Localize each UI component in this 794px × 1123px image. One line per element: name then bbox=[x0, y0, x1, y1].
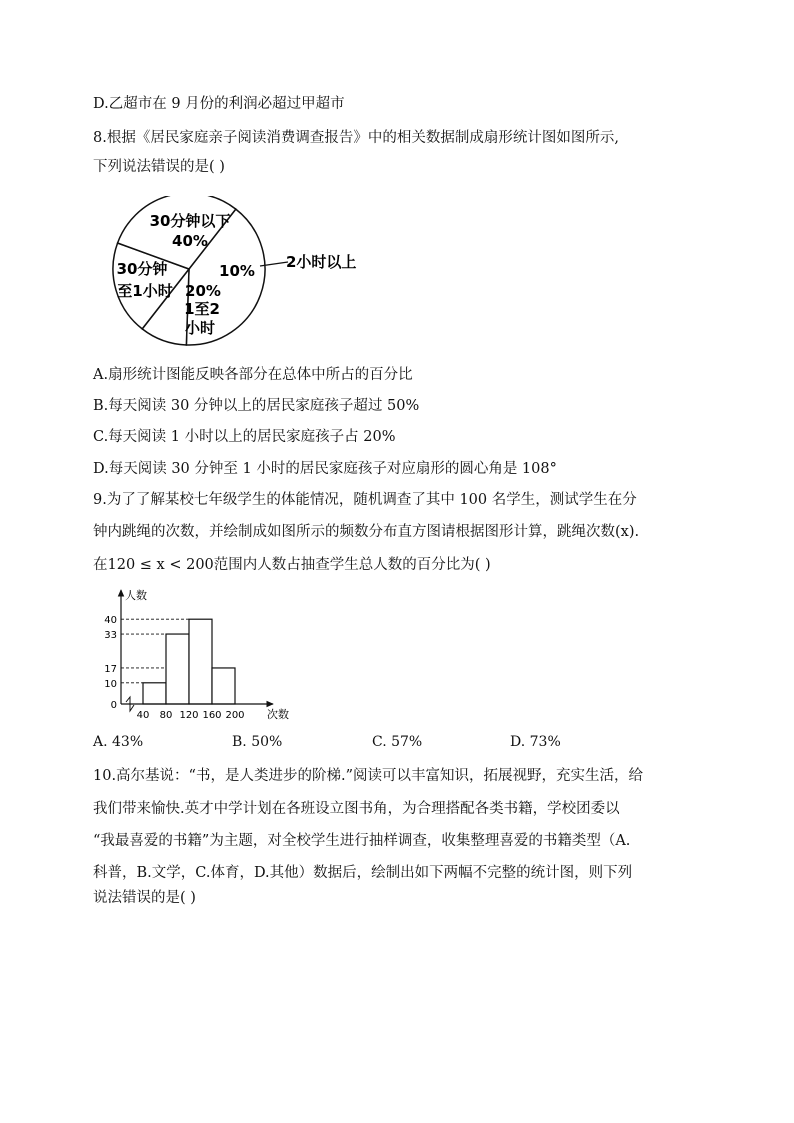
q9-stem-line2: 钟内跳绳的次数，并绘制成如图所示的频数分布直方图请根据图形计算，跳绳次数(x). bbox=[93, 524, 640, 540]
histogram-y-tick-10: 10 bbox=[104, 678, 117, 690]
pie-seg1-pct: 40% bbox=[172, 232, 208, 250]
histogram-x-tick-200: 200 bbox=[225, 710, 245, 721]
q8-option-a: A.扇形统计图能反映各部分在总体中所占的百分比 bbox=[93, 367, 413, 383]
histogram-bar-2 bbox=[166, 634, 189, 704]
q8-option-b: B.每天阅读 30 分钟以上的居民家庭孩子超过 50% bbox=[93, 398, 420, 414]
pie-seg4-label-line2: 小时 bbox=[184, 319, 216, 337]
pie-seg2-callout: 2小时以上 bbox=[286, 253, 357, 271]
pie-seg4-label-line1: 1至2 bbox=[184, 300, 220, 318]
histogram-bar-3 bbox=[189, 619, 212, 704]
q10-line1: 10.高尔基说：“书，是人类进步的阶梯.”阅读可以丰富知识，拓展视野，充实生活，给 bbox=[93, 768, 643, 784]
q9-options bbox=[93, 734, 733, 754]
histogram-y-tick-33: 33 bbox=[104, 630, 117, 642]
q7-option-d: D.乙超市在 9 月份的利润必超过甲超市 bbox=[93, 96, 345, 112]
q8-stem-line2: 下列说法错误的是( ) bbox=[93, 159, 225, 175]
q9-option-b[interactable]: B. 50% bbox=[232, 734, 283, 750]
histogram-y-tick-17: 17 bbox=[104, 663, 117, 675]
histogram-y-tick-40: 40 bbox=[104, 615, 117, 627]
q9-option-d[interactable]: D. 73% bbox=[510, 734, 561, 750]
pie-chart bbox=[110, 196, 410, 346]
q8-option-c: C.每天阅读 1 小时以上的居民家庭孩子占 20% bbox=[93, 429, 396, 445]
histogram-x-label: 次数 bbox=[267, 708, 289, 721]
histogram-x-tick-160: 160 bbox=[202, 710, 222, 721]
q9-stem-line1: 9.为了了解某校七年级学生的体能情况，随机调查了其中 100 名学生，测试学生在分 bbox=[93, 492, 637, 508]
q8-stem-line1: 8.根据《居民家庭亲子阅读消费调查报告》中的相关数据制成扇形统计图如图所示, bbox=[93, 130, 619, 146]
pie-seg3-label-line1: 30分钟 bbox=[116, 260, 168, 278]
q8-option-d: D.每天阅读 30 分钟至 1 小时的居民家庭孩子对应扇形的圆心角是 108° bbox=[93, 461, 557, 477]
q10-line3: “我最喜爱的书籍”为主题，对全校学生进行抽样调查，收集整理喜爱的书籍类型（A. bbox=[93, 833, 631, 849]
q9-stem-line3: 在120 ≤ x < 200范围内人数占抽查学生总人数的百分比为( ) bbox=[93, 557, 491, 573]
histogram-x-tick-80: 80 bbox=[159, 710, 173, 721]
q10-line5: 说法错误的是( ) bbox=[93, 890, 196, 906]
histogram-bar-4 bbox=[212, 668, 235, 704]
histogram-bar-1 bbox=[143, 683, 166, 704]
pie-seg2-pct: 10% bbox=[219, 262, 255, 280]
q9-option-c[interactable]: C. 57% bbox=[372, 734, 423, 750]
histogram-x-tick-120: 120 bbox=[179, 710, 199, 721]
pie-seg1-label: 30分钟以下 bbox=[149, 212, 231, 230]
histogram-y-tick-0: 0 bbox=[110, 700, 117, 711]
pie-seg4-pct: 20% bbox=[185, 282, 221, 300]
histogram-x-tick-40: 40 bbox=[136, 710, 150, 721]
q9-option-a[interactable]: A. 43% bbox=[93, 734, 144, 750]
histogram-chart bbox=[95, 584, 305, 724]
q10-line4: 科普，B.文学，C.体育，D.其他）数据后，绘制出如下两幅不完整的统计图，则下列 bbox=[93, 865, 633, 881]
histogram-y-label: 人数 bbox=[125, 589, 147, 602]
pie-seg3-label-line2: 至1小时 bbox=[117, 282, 173, 300]
q10-line2: 我们带来愉快.英才中学计划在各班设立图书角，为合理搭配各类书籍，学校团委以 bbox=[93, 801, 620, 817]
